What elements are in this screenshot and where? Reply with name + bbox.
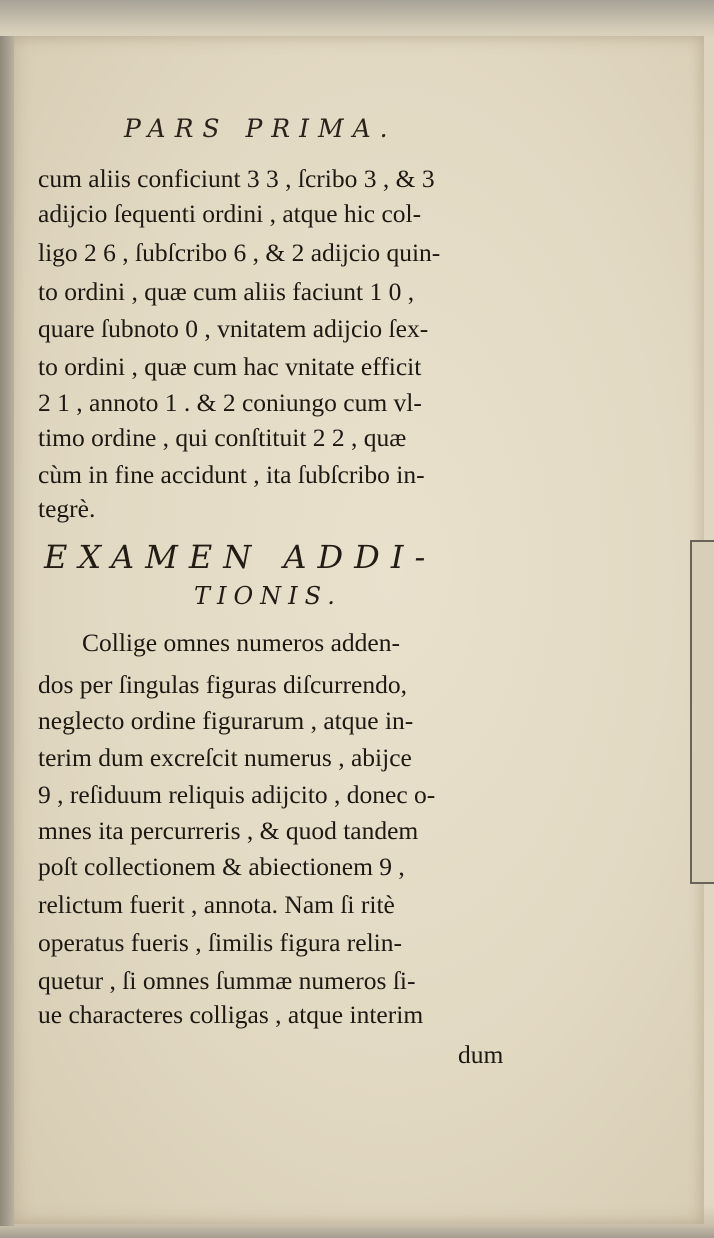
text-line: relictum fuerit , annota. Nam ſi ritè [38,890,395,919]
text-line: dos per ſingulas figuras diſcurrendo, [38,670,407,699]
text-line: 9 , reſiduum reliquis adijcito , donec o- [38,780,436,809]
text-line: quetur , ſi omnes ſummæ numeros ſi- [38,966,416,995]
text-line: to ordini , quæ cum hac vnitate efficit [38,352,422,381]
section-title-line1: EXAMEN ADDI- [44,538,437,576]
catchword: dum [458,1040,504,1069]
running-head: PARS PRIMA. [124,114,397,143]
text-line: 2 1 , annoto 1 . & 2 coniungo cum vl- [38,388,422,417]
text-line: quare ſubnoto 0 , vnitatem adijcio ſex- [38,314,429,343]
facing-page-edge [690,540,714,884]
book-binding [0,36,14,1226]
text-line: adijcio ſequenti ordini , atque hic col- [38,199,422,228]
text-line: terim dum excreſcit numerus , abijce [38,743,412,772]
text-line: ue characteres colligas , atque interim [38,1000,424,1029]
text-line: to ordini , quæ cum aliis faciunt 1 0 , [38,277,415,306]
text-line: cum aliis conficiunt 3 3 , ſcribo 3 , & 3 [38,164,435,193]
text-line: poſt collectionem & abiectionem 9 , [38,852,405,881]
text-line: operatus fueris , ſimilis figura relin- [38,928,402,957]
section-title-line2: TIONIS. [194,582,342,610]
text-line: tegrè. [38,494,96,523]
text-line: timo ordine , qui conſtituit 2 2 , quæ [38,423,407,452]
text-line: neglecto ordine figurarum , atque in- [38,706,414,735]
text-line: Collige omnes numeros adden- [82,628,400,657]
text-line: mnes ita percurreris , & quod tandem [38,816,419,845]
text-line: cùm in fine accidunt , ita ſubſcribo in- [38,460,425,489]
text-line: ligo 2 6 , ſubſcribo 6 , & 2 adijcio quin- [38,238,441,267]
